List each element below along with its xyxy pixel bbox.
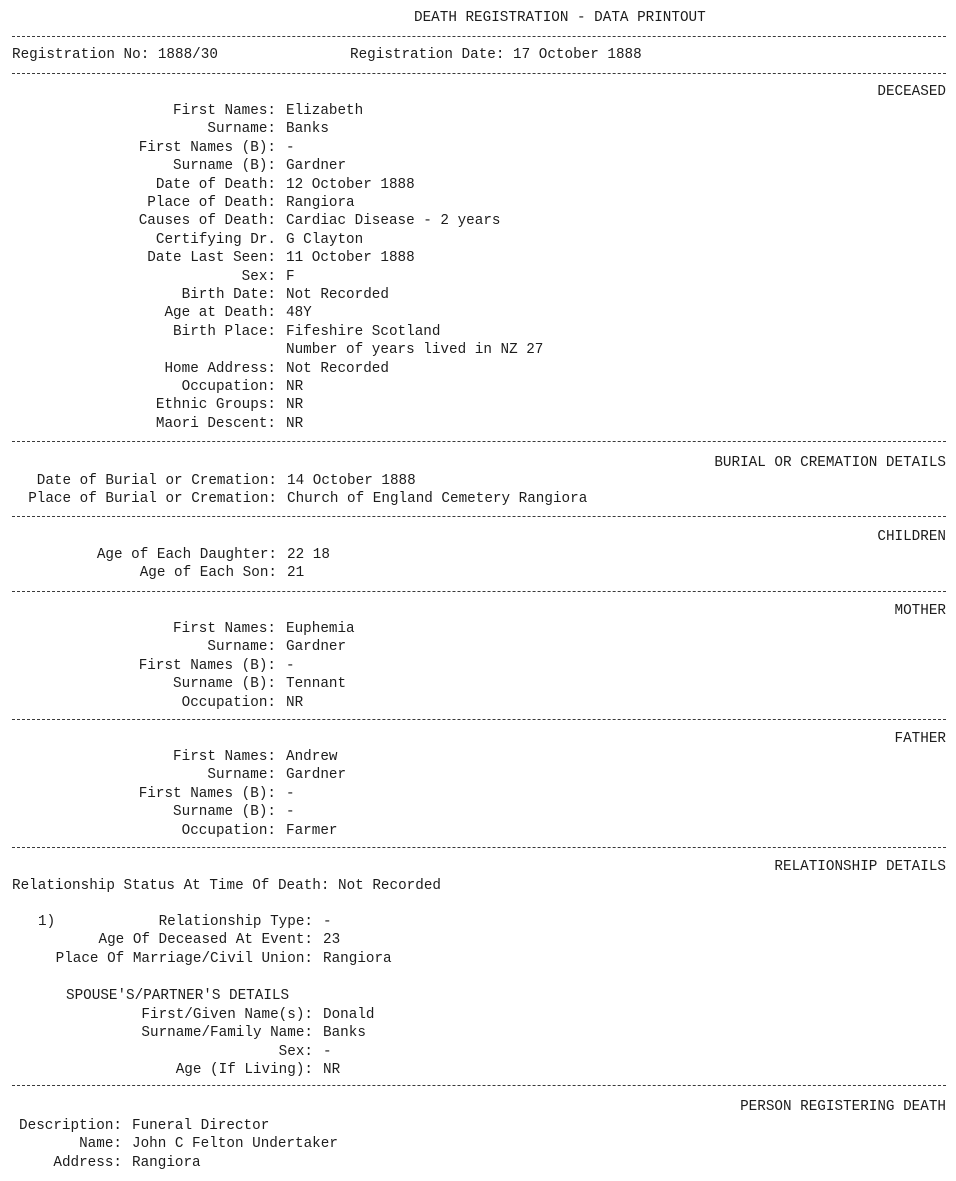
field-value: Not Recorded xyxy=(286,360,389,377)
registration-date: Registration Date: 17 October 1888 xyxy=(350,47,642,63)
field-value: - xyxy=(323,914,332,930)
field-value: - xyxy=(323,1043,332,1060)
field-label: Birth Place: xyxy=(173,323,276,340)
field-label: Age at Death: xyxy=(164,305,276,322)
field-label: Certifying Dr. xyxy=(155,231,276,248)
field-value: F xyxy=(286,268,295,285)
field-value: Andrew xyxy=(286,749,338,765)
field-value: NR xyxy=(286,379,304,395)
field-label: First Names: xyxy=(173,103,276,119)
field-value: G Clayton xyxy=(286,231,364,248)
field-value: 12 October 1888 xyxy=(286,176,415,193)
section-heading-registrant: PERSON REGISTERING DEATH xyxy=(740,1099,946,1115)
field-label: Date of Burial or Cremation: xyxy=(36,473,277,489)
field-value: NR xyxy=(286,415,304,432)
divider xyxy=(12,516,946,517)
field-label: Surname (B): xyxy=(173,676,276,693)
field-label: Name: xyxy=(79,1136,122,1153)
field-label: First/Given Name(s): xyxy=(141,1007,313,1023)
field-value: - xyxy=(286,785,295,802)
field-value: 11 October 1888 xyxy=(286,250,415,267)
divider xyxy=(12,591,946,592)
field-label: Place of Death: xyxy=(147,195,276,211)
field-value: Fifeshire Scotland xyxy=(286,323,441,340)
field-label: Date Last Seen: xyxy=(147,250,276,267)
field-value: Gardner xyxy=(286,158,347,175)
field-value: 48Y xyxy=(286,305,312,322)
field-value: Banks xyxy=(286,121,329,138)
divider xyxy=(12,719,946,720)
field-label: Occupation: xyxy=(181,694,276,711)
divider xyxy=(12,36,946,37)
field-label: Surname (B): xyxy=(173,804,276,821)
field-label: Surname/Family Name: xyxy=(141,1025,313,1042)
relationship-index: 1) xyxy=(38,914,56,930)
field-label: First Names (B): xyxy=(138,139,276,156)
field-label: Age Of Deceased At Event: xyxy=(98,932,313,949)
field-label: Age of Each Son: xyxy=(139,565,277,582)
field-value: NR xyxy=(323,1062,341,1079)
field-value: Rangiora xyxy=(286,195,355,211)
field-value: Church of England Cemetery Rangiora xyxy=(287,491,588,508)
field-value: NR xyxy=(286,694,304,711)
spouse-heading: SPOUSE'S/PARTNER'S DETAILS xyxy=(66,988,290,1004)
section-heading-father: FATHER xyxy=(894,731,946,747)
field-value: Tennant xyxy=(286,676,347,693)
field-label: First Names: xyxy=(173,621,276,637)
section-heading-relationship: RELATIONSHIP DETAILS xyxy=(774,859,946,875)
field-label: Description: xyxy=(19,1118,122,1134)
field-value: 22 18 xyxy=(287,547,330,563)
field-value: Rangiora xyxy=(132,1154,201,1171)
field-value: 14 October 1888 xyxy=(287,473,416,489)
field-value: - xyxy=(286,804,295,821)
field-value: Farmer xyxy=(286,822,338,839)
field-label: Age of Each Daughter: xyxy=(96,547,277,563)
field-label: Home Address: xyxy=(164,360,276,377)
field-label: Place Of Marriage/Civil Union: xyxy=(55,950,313,967)
field-value: Gardner xyxy=(286,639,347,656)
field-label: Occupation: xyxy=(181,822,276,839)
field-label: Surname: xyxy=(207,639,276,656)
field-value: Donald xyxy=(323,1007,375,1023)
field-value: Cardiac Disease - 2 years xyxy=(286,213,501,230)
field-value: Elizabeth xyxy=(286,103,364,119)
divider xyxy=(12,847,946,848)
field-value: - xyxy=(286,657,295,674)
field-value: 21 xyxy=(287,565,305,582)
field-value: 23 xyxy=(323,932,341,949)
field-label: Ethnic Groups: xyxy=(155,397,276,414)
field-label: Relationship Type: xyxy=(158,914,313,930)
field-label: Place of Burial or Cremation: xyxy=(28,491,277,508)
field-label: Birth Date: xyxy=(181,287,276,303)
field-value: Not Recorded xyxy=(286,287,389,303)
field-value: Banks xyxy=(323,1025,366,1042)
divider xyxy=(12,1085,946,1086)
field-label: First Names: xyxy=(173,749,276,765)
field-label: Surname (B): xyxy=(173,158,276,175)
section-heading-deceased: DECEASED xyxy=(877,84,946,100)
field-label: Address: xyxy=(53,1154,122,1171)
field-label: Occupation: xyxy=(181,379,276,395)
field-label: Sex: xyxy=(241,268,276,285)
divider xyxy=(12,73,946,74)
field-label: Surname: xyxy=(207,121,276,138)
field-label: First Names (B): xyxy=(138,785,276,802)
field-value: Rangiora xyxy=(323,950,392,967)
field-value: NR xyxy=(286,397,304,414)
field-label: Sex: xyxy=(278,1043,313,1060)
field-value: Gardner xyxy=(286,767,347,784)
registration-number: Registration No: 1888/30 xyxy=(12,47,218,63)
field-value: John C Felton Undertaker xyxy=(132,1136,338,1153)
field-label: Causes of Death: xyxy=(138,213,276,230)
field-value: Euphemia xyxy=(286,621,355,637)
field-label: First Names (B): xyxy=(138,657,276,674)
page-title: DEATH REGISTRATION - DATA PRINTOUT xyxy=(414,10,706,26)
section-heading-burial: BURIAL OR CREMATION DETAILS xyxy=(714,455,946,471)
field-value: Number of years lived in NZ 27 xyxy=(286,342,544,359)
divider xyxy=(12,441,946,442)
field-value: - xyxy=(286,139,295,156)
relationship-status: Relationship Status At Time Of Death: Not Recorded xyxy=(12,878,441,894)
section-heading-children: CHILDREN xyxy=(877,529,946,545)
section-heading-mother: MOTHER xyxy=(894,603,946,619)
field-label: Date of Death: xyxy=(155,176,276,193)
field-label: Surname: xyxy=(207,767,276,784)
field-label: Maori Descent: xyxy=(155,415,276,432)
field-value: Funeral Director xyxy=(132,1118,270,1134)
field-label: Age (If Living): xyxy=(175,1062,313,1079)
